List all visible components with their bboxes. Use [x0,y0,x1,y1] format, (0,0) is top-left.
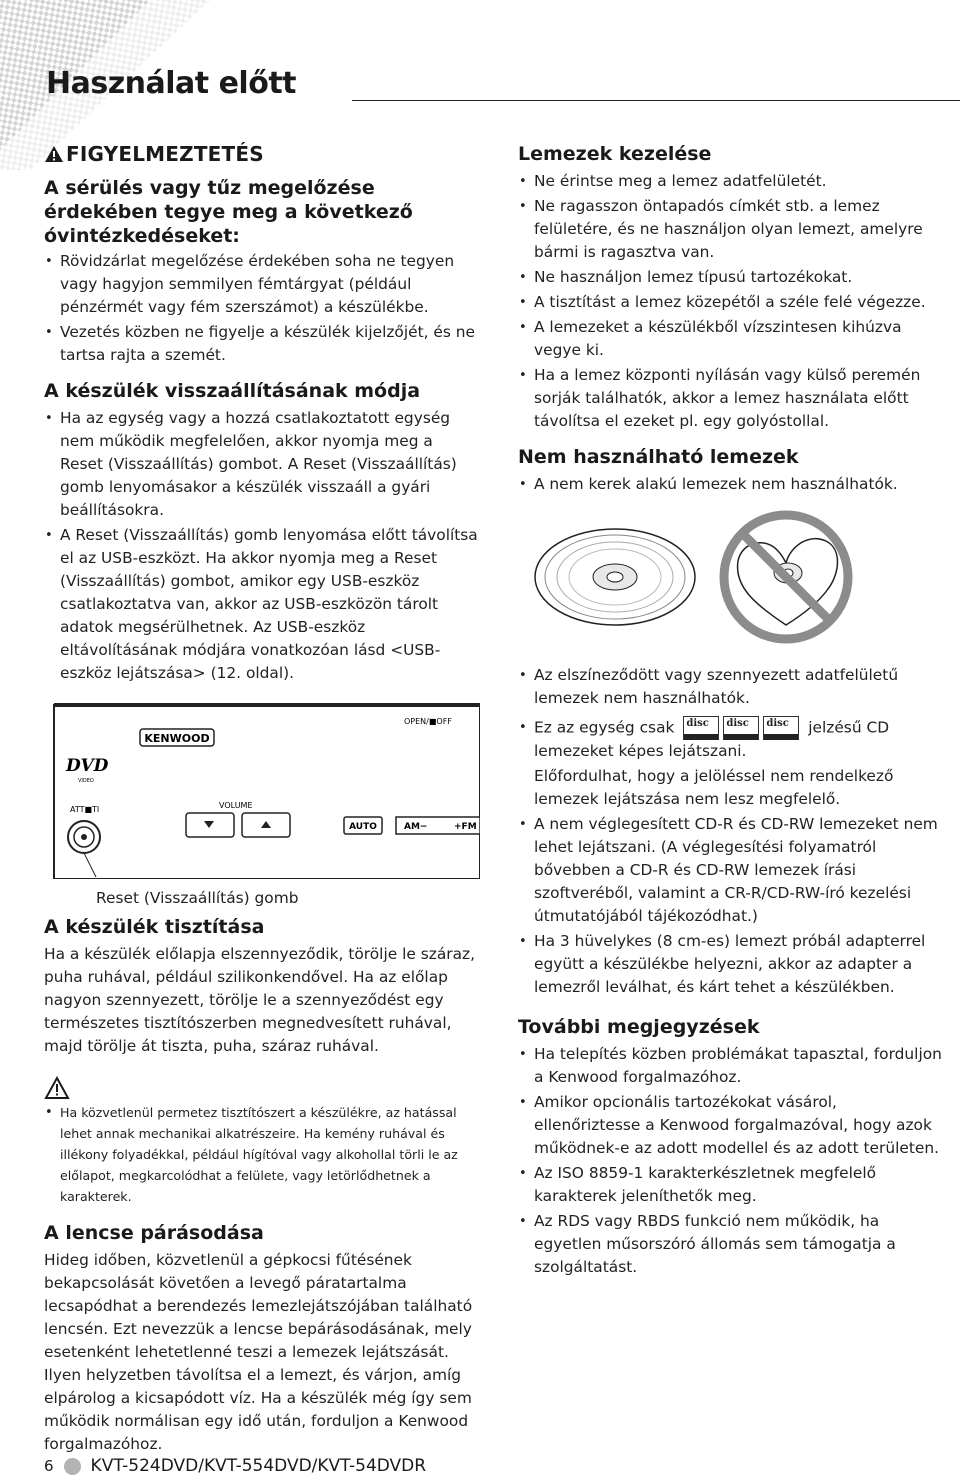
dvd-logo: DVD [66,756,109,776]
list-item: • A nem kerek alakú lemezek nem használhatók. [518,473,948,496]
unusable-heading: Nem használható lemezek [518,446,799,468]
cd-note: Előfordulhat, hogy a jelöléssel nem rendelkező lemezek lejátszása nem lesz megfelelő. [534,767,894,808]
page-title: Használat előtt [46,66,297,101]
warning-heading-label: FIGYELMEZTETÉS [66,142,264,166]
handling-heading: Lemezek kezelése [518,143,712,165]
lens-heading: A lencse párásodása [44,1222,264,1244]
list-item-cd-logos [518,716,948,763]
fm-label: +FM [454,822,477,832]
compact-disc-logo-icon: disc [683,716,719,740]
cd-item-before: Ez az egység csak [534,718,675,737]
warning-subheading: A sérülés vagy tűz megelőzése érdekében tegye meg a következő óvintézkedéseket: [44,177,413,247]
list-item: • Ne használjon lemez típusú tartozékokat. [518,266,948,289]
cleaning-heading: A készülék tisztítása [44,916,265,938]
list-item: • Rövidzárlat megelőzése érdekében soha ne tegyen vagy hagyjon semmilyen fémtárgyat (például pénzérmét vagy fém szerszámot) a készülékbe. [44,250,480,319]
device-caption: Reset (Visszaállítás) gomb [96,889,299,907]
list-item: • Ha közvetlenül permetez tisztítószert a készülékre, az hatással lehet annak mechanikai alkatrészeire. Ha kemény ruhával és illékony folyadékkal, például hígítóval vagy alkohollal törli le az előlapot, megkarcolódhat a felülete, vagy letörlődhetnek a karakterek. [44,1102,480,1207]
disc-illustrations [518,502,948,652]
auto-label: AUTO [349,822,377,832]
am-label: AM− [404,822,428,832]
header-rule [352,100,960,101]
warning-list [44,250,480,367]
reset-heading: A készülék visszaállításának módja [44,380,421,402]
cleaning-text: Ha a készülék előlapja elszennyeződik, törölje le száraz, puha ruhával, például szilikonkendővel. Ha az előlap nagyon szennyezett, törölje le a szennyeződést egy természetes tisztítószerben megnedvesített ruhával, majd törölje át tiszta, puha, száraz ruhával. [44,945,475,1055]
unusable-list [518,473,948,496]
prohibited-heart-disc-icon [716,507,856,647]
list-item: • Az ISO 8859-1 karakterkészletnek megfelelő karakterek jeleníthetők meg. [518,1162,948,1208]
handling-list [518,170,948,433]
dvd-sub: VIDEO [78,778,94,784]
notes-list [518,1043,948,1279]
page-number: 6 [44,1457,54,1475]
list-item: • A nem véglegesített CD-R és CD-RW lemezeket nem lehet lejátszani. (A véglegesítési folyamatról bővebben a CD-R és CD-RW lemezek írási szoftveréből, valamint a CR-R/CD-RW-író kezelési útmutatójából tájékozódhat.) [518,813,948,928]
reset-list [44,407,480,685]
compact-disc-rewritable-logo-icon: disc [763,716,799,740]
notes-heading: További megjegyzések [518,1016,760,1038]
list-item: • Amikor opcionális tartozékokat vásárol, ellenőriztesse a Kenwood forgalmazóval, hogy azok működnek-e az adott modellel és az adott területen. [518,1091,948,1160]
att-label: ATT■TI [70,805,100,814]
list-item: • Vezetés közben ne figyelje a készülék kijelzőjét, és ne tartsa rajta a szemét. [44,321,480,367]
list-item: • Ne ragasszon öntapadós címkét stb. a lemez felületére, és ne használjon olyan lemezt, amelyre bármi is ragasztva van. [518,195,948,264]
list-item: • A tisztítást a lemez közepétől a széle felé végezze. [518,291,948,314]
list-item: • A Reset (Visszaállítás) gomb lenyomása előtt távolítsa el az USB-eszközt. Ha akkor nyomja meg a Reset (Visszaállítás) gombot, amikor egy USB-eszköz csatlakoztatva van, akkor az USB-eszközön tárolt adatok megsérülhetnek. Az USB-eszköz eltávolításának módjára vonatkozóan lásd <USB-eszköz lejátszása> (12. oldal). [44,524,480,685]
compact-disc-recordable-logo-icon: disc [723,716,759,740]
warning-heading [44,142,480,166]
warning-icon [44,145,64,163]
brand-label: KENWOOD [144,732,210,745]
device-illustration [44,699,480,879]
model-name: KVT-524DVD/KVT-554DVD/KVT-54DVDR [90,1456,427,1476]
list-item: • Az elszíneződött vagy szennyezett adatfelületű lemezek nem használhatók. [518,664,948,710]
page-footer [44,1456,426,1476]
caution-list [44,1102,480,1207]
cd-disc-icon [530,517,700,637]
lens-text: Hideg időben, közvetlenül a gépkocsi fűtésének bekapcsolását követően a levegő páratartalma lecsapódhat a berendezés lemezlejátszójában található lencsén. Ezt nevezzük a lencse bepárásodásának, mely esetenként lehetetlenné teszi a lemezek lejátszását. Ilyen helyzetben távolítsa el a lemezt, és várjon, amíg elpárolog a kicsapódott víz. Ha a készülék még így sem működik normálisan egy idő után, forduljon a Kenwood forgalmazóhoz. [44,1251,473,1453]
more-unusable-list [518,813,948,999]
cd-item-after: jelzésű CD lemezeket képes lejátszani. [534,718,890,760]
caution-icon [44,1076,70,1100]
page-dot-icon [64,1458,81,1475]
list-item: • Ne érintse meg a lemez adatfelületét. [518,170,948,193]
list-item: • Az RDS vagy RBDS funkció nem működik, ha egyetlen műsorszóró állomás sem támogatja a szolgáltatást. [518,1210,948,1279]
list-item: • Ha a lemez központi nyílásán vagy külső peremén sorják találhatók, akkor a lemez használata előtt távolítsa el ezeket pl. egy golyóstollal. [518,364,948,433]
open-label: OPEN/■OFF [404,717,452,726]
list-item: • A lemezeket a készülékből vízszintesen kihúzva vegye ki. [518,316,948,362]
list-item: • Ha az egység vagy a hozzá csatlakoztatott egység nem működik megfelelően, akkor nyomja meg a Reset (Visszaállítás) gombot. A Reset (Visszaállítás) gomb lenyomásakor a készülék visszaáll a gyári beállításokra. [44,407,480,522]
list-item: • Ha telepítés közben problémákat tapasztal, forduljon a Kenwood forgalmazóhoz. [518,1043,948,1089]
right-column [518,142,948,1281]
unusable-list-2 [518,664,948,763]
volume-label: VOLUME [219,801,253,810]
cd-logos [683,716,799,740]
list-item: • Ha 3 hüvelykes (8 cm-es) lemezt próbál adapterrel együtt a készülékbe helyezni, akkor az adapter a lemezről leválhat, és kárt tehet a készülékben. [518,930,948,999]
left-column [44,142,480,1456]
